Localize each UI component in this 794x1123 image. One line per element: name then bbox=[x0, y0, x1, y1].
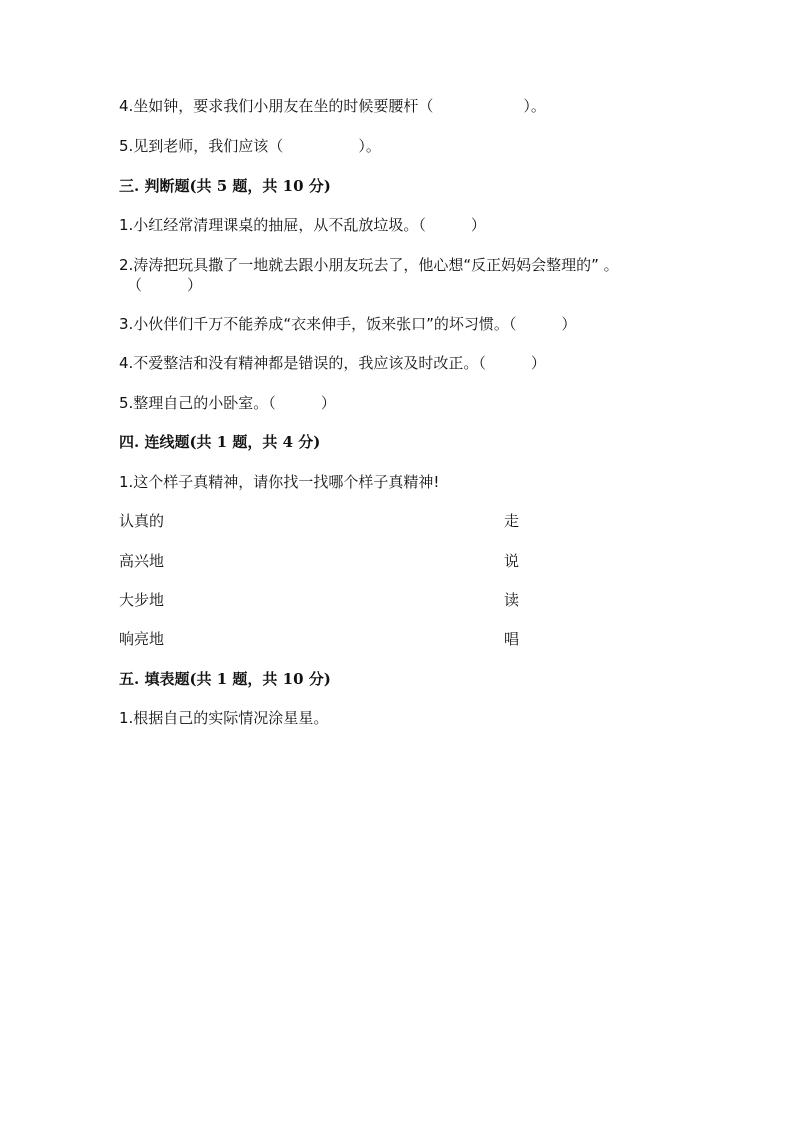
match-left-item: 高兴地 bbox=[119, 552, 165, 570]
match-section-heading: 四. 连线题(共 1 题，共 4 分) bbox=[119, 433, 321, 451]
fill-question-5: 5.见到老师，我们应该（ ）。 bbox=[119, 137, 381, 155]
judge-question-2: 2.涛涛把玩具撒了一地就去跟小朋友玩去了，他心想“反正妈妈会整理的” 。 bbox=[119, 256, 619, 274]
match-right-item: 走 bbox=[504, 512, 520, 530]
match-right-item: 说 bbox=[504, 552, 520, 570]
fill-question-4: 4.坐如钟，要求我们小朋友在坐的时候要腰杆（ ）。 bbox=[119, 97, 546, 115]
judge-question-3: 3.小伙伴们千万不能养成“衣来伸手，饭来张口”的坏习惯。（ ） bbox=[119, 315, 577, 333]
judge-question-1: 1.小红经常清理课桌的抽屉，从不乱放垃圾。（ ） bbox=[119, 216, 486, 234]
match-left-item: 认真的 bbox=[119, 512, 165, 530]
table-question: 1.根据自己的实际情况涂星星。 bbox=[119, 709, 329, 727]
match-right-item: 读 bbox=[504, 591, 520, 609]
match-question: 1.这个样子真精神，请你找一找哪个样子真精神! bbox=[119, 473, 440, 491]
judge-section-heading: 三. 判断题(共 5 题，共 10 分) bbox=[119, 177, 331, 195]
match-left-item: 大步地 bbox=[119, 591, 165, 609]
judge-question-5: 5.整理自己的小卧室。（ ） bbox=[119, 394, 336, 412]
match-right-item: 唱 bbox=[504, 630, 520, 648]
judge-question-2-answer: （ ） bbox=[127, 276, 203, 294]
match-left-item: 响亮地 bbox=[119, 630, 165, 648]
judge-question-4: 4.不爱整洁和没有精神都是错误的，我应该及时改正。（ ） bbox=[119, 354, 546, 372]
table-section-heading: 五. 填表题(共 1 题，共 10 分) bbox=[119, 670, 331, 688]
